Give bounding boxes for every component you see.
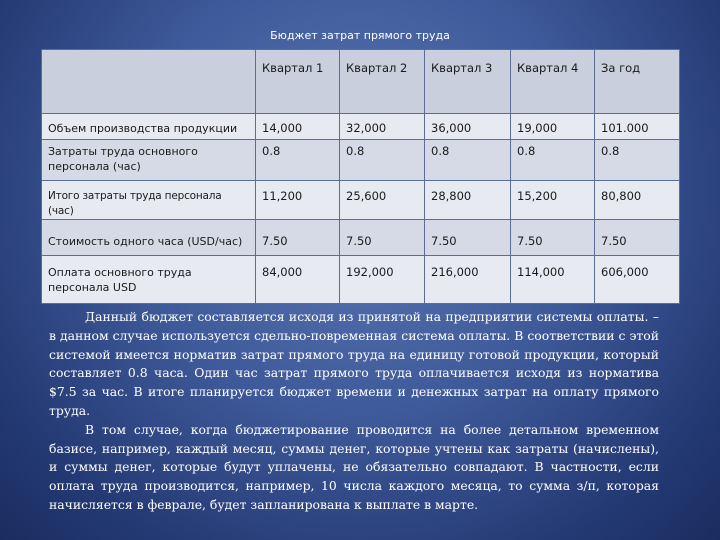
table-cell: 7.50 <box>595 220 680 256</box>
row-label: Затраты труда основного персонала (час) <box>42 140 256 181</box>
table-cell: 25,600 <box>340 181 425 220</box>
table-cell: 0.8 <box>425 140 511 181</box>
table-row <box>42 114 680 140</box>
header-year: За год <box>595 50 680 114</box>
table-cell: 7.50 <box>340 220 425 256</box>
header-quarter-1: Квартал 1 <box>256 50 340 114</box>
table-row <box>42 181 680 220</box>
table-cell: 114,000 <box>511 256 595 304</box>
header-quarter-4: Квартал 4 <box>511 50 595 114</box>
header-cell-empty <box>42 50 256 114</box>
paragraph-1: Данный бюджет составляется исходя из принятой на предприятии системы оплаты. – в данном случае используется сдельно-повременная система оплаты. В соответствии с этой системой имеется норматив затрат прямого труда на единицу готовой продукции, который составляет 0.8 часа. Один час затрат прямого труда оплачивается исходя из норматива $7.5 за час. В итоге планируется бюджет времени и денежных затрат на оплату прямого труда. <box>49 309 659 418</box>
table-header-row <box>42 50 680 114</box>
table-cell: 101.000 <box>595 114 680 140</box>
table-cell: 19,000 <box>511 114 595 140</box>
row-label: Стоимость одного часа (USD/час) <box>42 220 256 256</box>
budget-table <box>41 49 680 304</box>
table-cell: 28,800 <box>425 181 511 220</box>
table-cell: 32,000 <box>340 114 425 140</box>
table-cell: 7.50 <box>425 220 511 256</box>
table-cell: 11,200 <box>256 181 340 220</box>
table-cell: 14,000 <box>256 114 340 140</box>
slide-title: Бюджет затрат прямого труда <box>270 29 450 42</box>
row-label: Итого затраты труда персонала (час) <box>42 181 256 220</box>
row-label: Объем производства продукции <box>42 114 256 140</box>
row-label: Оплата основного труда персонала USD <box>42 256 256 304</box>
body-text <box>49 308 659 515</box>
table-cell: 0.8 <box>511 140 595 181</box>
table-cell: 606,000 <box>595 256 680 304</box>
table-cell: 0.8 <box>256 140 340 181</box>
table-cell: 0.8 <box>595 140 680 181</box>
table-cell: 216,000 <box>425 256 511 304</box>
table-cell: 7.50 <box>256 220 340 256</box>
table-cell: 7.50 <box>511 220 595 256</box>
table-row <box>42 256 680 304</box>
table-cell: 84,000 <box>256 256 340 304</box>
table-cell: 80,800 <box>595 181 680 220</box>
table-row <box>42 220 680 256</box>
table-cell: 36,000 <box>425 114 511 140</box>
paragraph-2: В том случае, когда бюджетирование проводится на более детальном временном базисе, например, каждый месяц, суммы денег, которые учтены как затраты (начислены), и суммы денег, которые будут уплачены, не обязательно совпадают. В частности, если оплата труда производится, например, 10 числа каждого месяца, то сумма з/п, которая начисляется в феврале, будет запланирована к выплате в марте. <box>49 421 659 512</box>
table-cell: 0.8 <box>340 140 425 181</box>
table-row <box>42 140 680 181</box>
header-quarter-2: Квартал 2 <box>340 50 425 114</box>
table-cell: 192,000 <box>340 256 425 304</box>
header-quarter-3: Квартал 3 <box>425 50 511 114</box>
table-cell: 15,200 <box>511 181 595 220</box>
